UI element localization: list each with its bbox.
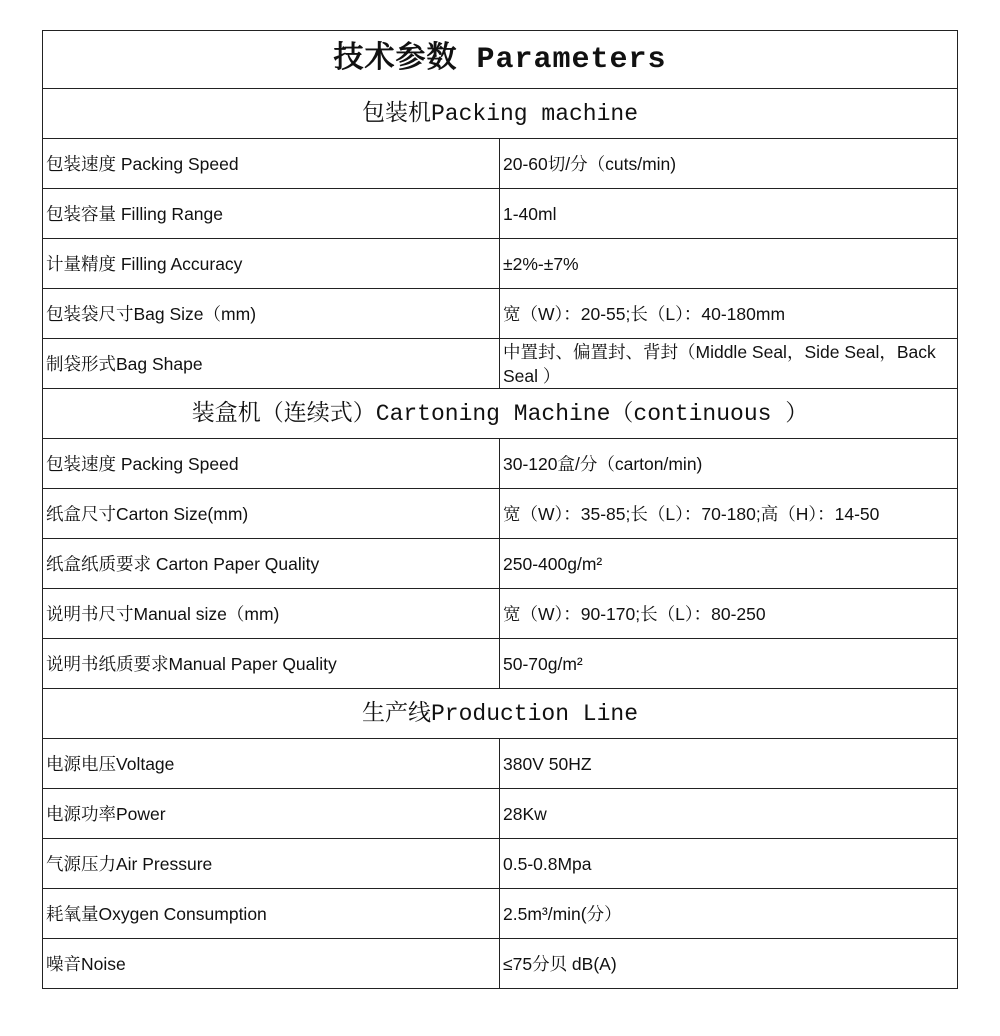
row-label: 包装速度 Packing Speed xyxy=(43,439,500,489)
table-row xyxy=(43,589,958,639)
row-label: 制袋形式Bag Shape xyxy=(43,339,500,389)
table-row xyxy=(43,639,958,689)
table-row xyxy=(43,139,958,189)
table-row xyxy=(43,839,958,889)
row-label: 噪音Noise xyxy=(43,939,500,989)
row-label: 电源功率Power xyxy=(43,789,500,839)
row-label: 气源压力Air Pressure xyxy=(43,839,500,889)
row-label: 耗氧量Oxygen Consumption xyxy=(43,889,500,939)
row-label: 电源电压Voltage xyxy=(43,739,500,789)
row-label: 计量精度 Filling Accuracy xyxy=(43,239,500,289)
row-label: 说明书纸质要求Manual Paper Quality xyxy=(43,639,500,689)
row-label: 纸盒纸质要求 Carton Paper Quality xyxy=(43,539,500,589)
row-value: 宽（W）：35-85;长（L）：70-180;高（H）：14-50 xyxy=(500,489,958,539)
table-title-row xyxy=(43,31,958,89)
row-value: ±2%-±7% xyxy=(500,239,958,289)
table-row xyxy=(43,889,958,939)
row-value: 380V 50HZ xyxy=(500,739,958,789)
table-row xyxy=(43,789,958,839)
row-value: 中置封、偏置封、背封（Middle Seal，Side Seal，Back Seal ） xyxy=(500,339,958,389)
table-row xyxy=(43,939,958,989)
table-row xyxy=(43,539,958,589)
row-value: 20-60切/分（cuts/min) xyxy=(500,139,958,189)
row-label: 包装袋尺寸Bag Size（mm) xyxy=(43,289,500,339)
table-row xyxy=(43,339,958,389)
row-value: 28Kw xyxy=(500,789,958,839)
row-value: 2.5m³/min(分） xyxy=(500,889,958,939)
section-header-row xyxy=(43,89,958,139)
row-label: 说明书尺寸Manual size（mm) xyxy=(43,589,500,639)
row-label: 包装速度 Packing Speed xyxy=(43,139,500,189)
row-value: 宽（W）：90-170;长（L）：80-250 xyxy=(500,589,958,639)
row-value: 30-120盒/分（carton/min) xyxy=(500,439,958,489)
parameters-table xyxy=(42,30,958,989)
section-heading-production-line: 生产线Production Line xyxy=(43,689,958,739)
table-row xyxy=(43,439,958,489)
section-header-row xyxy=(43,389,958,439)
table-row xyxy=(43,739,958,789)
row-value: 1-40ml xyxy=(500,189,958,239)
row-label: 纸盒尺寸Carton Size(mm) xyxy=(43,489,500,539)
table-row xyxy=(43,189,958,239)
table-row xyxy=(43,289,958,339)
table-row xyxy=(43,239,958,289)
section-heading-packing-machine: 包装机Packing machine xyxy=(43,89,958,139)
row-value: 50-70g/m² xyxy=(500,639,958,689)
table-title: 技术参数 Parameters xyxy=(43,31,958,89)
row-value: ≤75分贝 dB(A) xyxy=(500,939,958,989)
row-value: 250-400g/m² xyxy=(500,539,958,589)
row-value: 0.5-0.8Mpa xyxy=(500,839,958,889)
table-row xyxy=(43,489,958,539)
section-header-row xyxy=(43,689,958,739)
section-heading-cartoning-machine: 装盒机（连续式）Cartoning Machine（continuous ） xyxy=(43,389,958,439)
row-value: 宽（W）：20-55;长（L）：40-180mm xyxy=(500,289,958,339)
row-label: 包装容量 Filling Range xyxy=(43,189,500,239)
